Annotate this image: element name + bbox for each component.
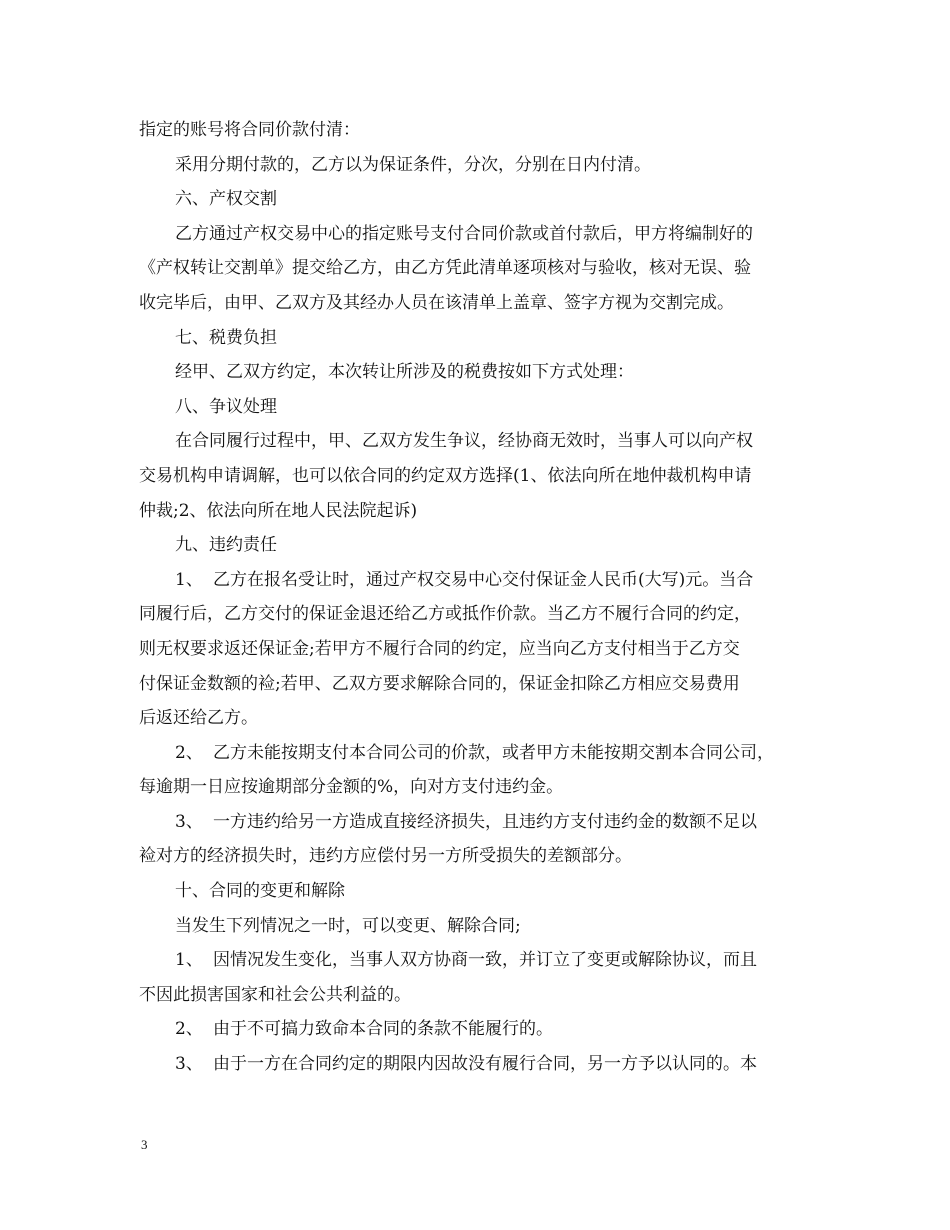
text-line bbox=[139, 182, 819, 217]
line-text: 一方违约给另一方造成直接经济损失，且违约方支付违约金的数额不足以 bbox=[213, 811, 757, 832]
text-line bbox=[139, 701, 819, 736]
line-text: 由于不可搞力致命本合同的条款不能履行的。 bbox=[213, 1019, 553, 1040]
text-line bbox=[139, 113, 819, 148]
text-line bbox=[139, 563, 819, 598]
contract-body-text bbox=[139, 113, 819, 1082]
text-line bbox=[139, 424, 819, 459]
line-text: 乙方通过产权交易中心的指定账号支付合同价款或首付款后，甲方将编制好的 bbox=[175, 223, 753, 244]
clause-number: 3、 bbox=[175, 1054, 203, 1075]
line-text: 由于一方在合同约定的期限内因故没有履行合同，另一方予以认同的。本 bbox=[213, 1054, 757, 1075]
line-text: 乙方未能按期支付本合同公司的价款，或者甲方未能按期交割本合同公司， bbox=[213, 742, 774, 763]
text-line bbox=[139, 148, 819, 183]
text-line bbox=[139, 943, 819, 978]
text-line bbox=[139, 459, 819, 494]
line-text: 采用分期付款的，乙方以为保证条件，分次，分别在日内付清。 bbox=[175, 154, 651, 175]
text-line bbox=[139, 839, 819, 874]
line-text: 在合同履行过程中，甲、乙双方发生争议，经协商无效时，当事人可以向产权 bbox=[175, 431, 753, 452]
text-line bbox=[139, 528, 819, 563]
line-text: 经甲、乙双方约定，本次转让所涉及的税费按如下方式处理： bbox=[175, 362, 634, 383]
text-line bbox=[139, 978, 819, 1013]
text-line bbox=[139, 1012, 819, 1047]
line-text: 则无权要求返还保证金;若甲方不履行合同的约定，应当向乙方支付相当于乙方交 bbox=[139, 638, 740, 659]
line-text: 七、税费负担 bbox=[175, 327, 277, 348]
clause-number: 1、 bbox=[175, 950, 203, 971]
text-line bbox=[139, 874, 819, 909]
line-text: 后返还给乙方。 bbox=[139, 708, 258, 729]
text-line bbox=[139, 770, 819, 805]
text-line bbox=[139, 632, 819, 667]
line-text: 当发生下列情况之一时，可以变更、解除合同; bbox=[175, 915, 521, 936]
line-text: 八、争议处理 bbox=[175, 396, 277, 417]
line-text: 九、违约责任 bbox=[175, 535, 277, 556]
line-text: 六、产权交割 bbox=[175, 189, 277, 210]
text-line bbox=[139, 494, 819, 529]
line-text: 付保证金数额的裣;若甲、乙双方要求解除合同的，保证金扣除乙方相应交易费用 bbox=[139, 673, 740, 694]
page-number: 3 bbox=[141, 1137, 148, 1152]
line-text: 交易机构申请调解，也可以依合同的约定双方选择(1、依法向所在地仲裁机构申请 bbox=[139, 465, 752, 486]
line-text: 不因此损害国家和社会公共利益的。 bbox=[139, 984, 411, 1005]
text-line bbox=[139, 251, 819, 286]
line-text: 指定的账号将合同价款付清： bbox=[139, 120, 360, 140]
text-line bbox=[139, 1047, 819, 1082]
line-text: 因情况发生变化，当事人双方协商一致，并订立了变更或解除协议，而且 bbox=[213, 950, 757, 971]
text-line bbox=[139, 597, 819, 632]
line-text: 十、合同的变更和解除 bbox=[175, 881, 345, 902]
clause-number: 3、 bbox=[175, 811, 203, 832]
text-line bbox=[139, 667, 819, 702]
line-text: 《产权转让交割单》提交给乙方，由乙方凭此清单逐项核对与验收，核对无误、验 bbox=[139, 258, 751, 279]
line-text: 每逾期一日应按逾期部分金额的%，向对方支付违约金。 bbox=[139, 777, 564, 798]
line-text: 同履行后，乙方交付的保证金退还给乙方或抵作价款。当乙方不履行合同的约定， bbox=[139, 604, 751, 625]
text-line bbox=[139, 736, 819, 771]
text-line bbox=[139, 217, 819, 252]
text-line bbox=[139, 909, 819, 944]
text-line bbox=[139, 805, 819, 840]
text-line bbox=[139, 390, 819, 425]
clause-number: 1、 bbox=[175, 569, 203, 590]
line-text: 仲裁;2、依法向所在地人民法院起诉) bbox=[139, 500, 418, 521]
text-line bbox=[139, 286, 819, 321]
line-text: 收完毕后，由甲、乙双方及其经办人员在该清单上盖章、签字方视为交割完成。 bbox=[139, 292, 734, 313]
clause-number: 2、 bbox=[175, 1019, 203, 1040]
text-line bbox=[139, 321, 819, 356]
line-text: 裣对方的经济损失时，违约方应偿付另一方所受损失的差额部分。 bbox=[139, 846, 632, 867]
line-text: 乙方在报名受让时，通过产权交易中心交付保证金人民币(大写)元。当合 bbox=[213, 569, 754, 590]
clause-number: 2、 bbox=[175, 742, 203, 763]
text-line bbox=[139, 355, 819, 390]
